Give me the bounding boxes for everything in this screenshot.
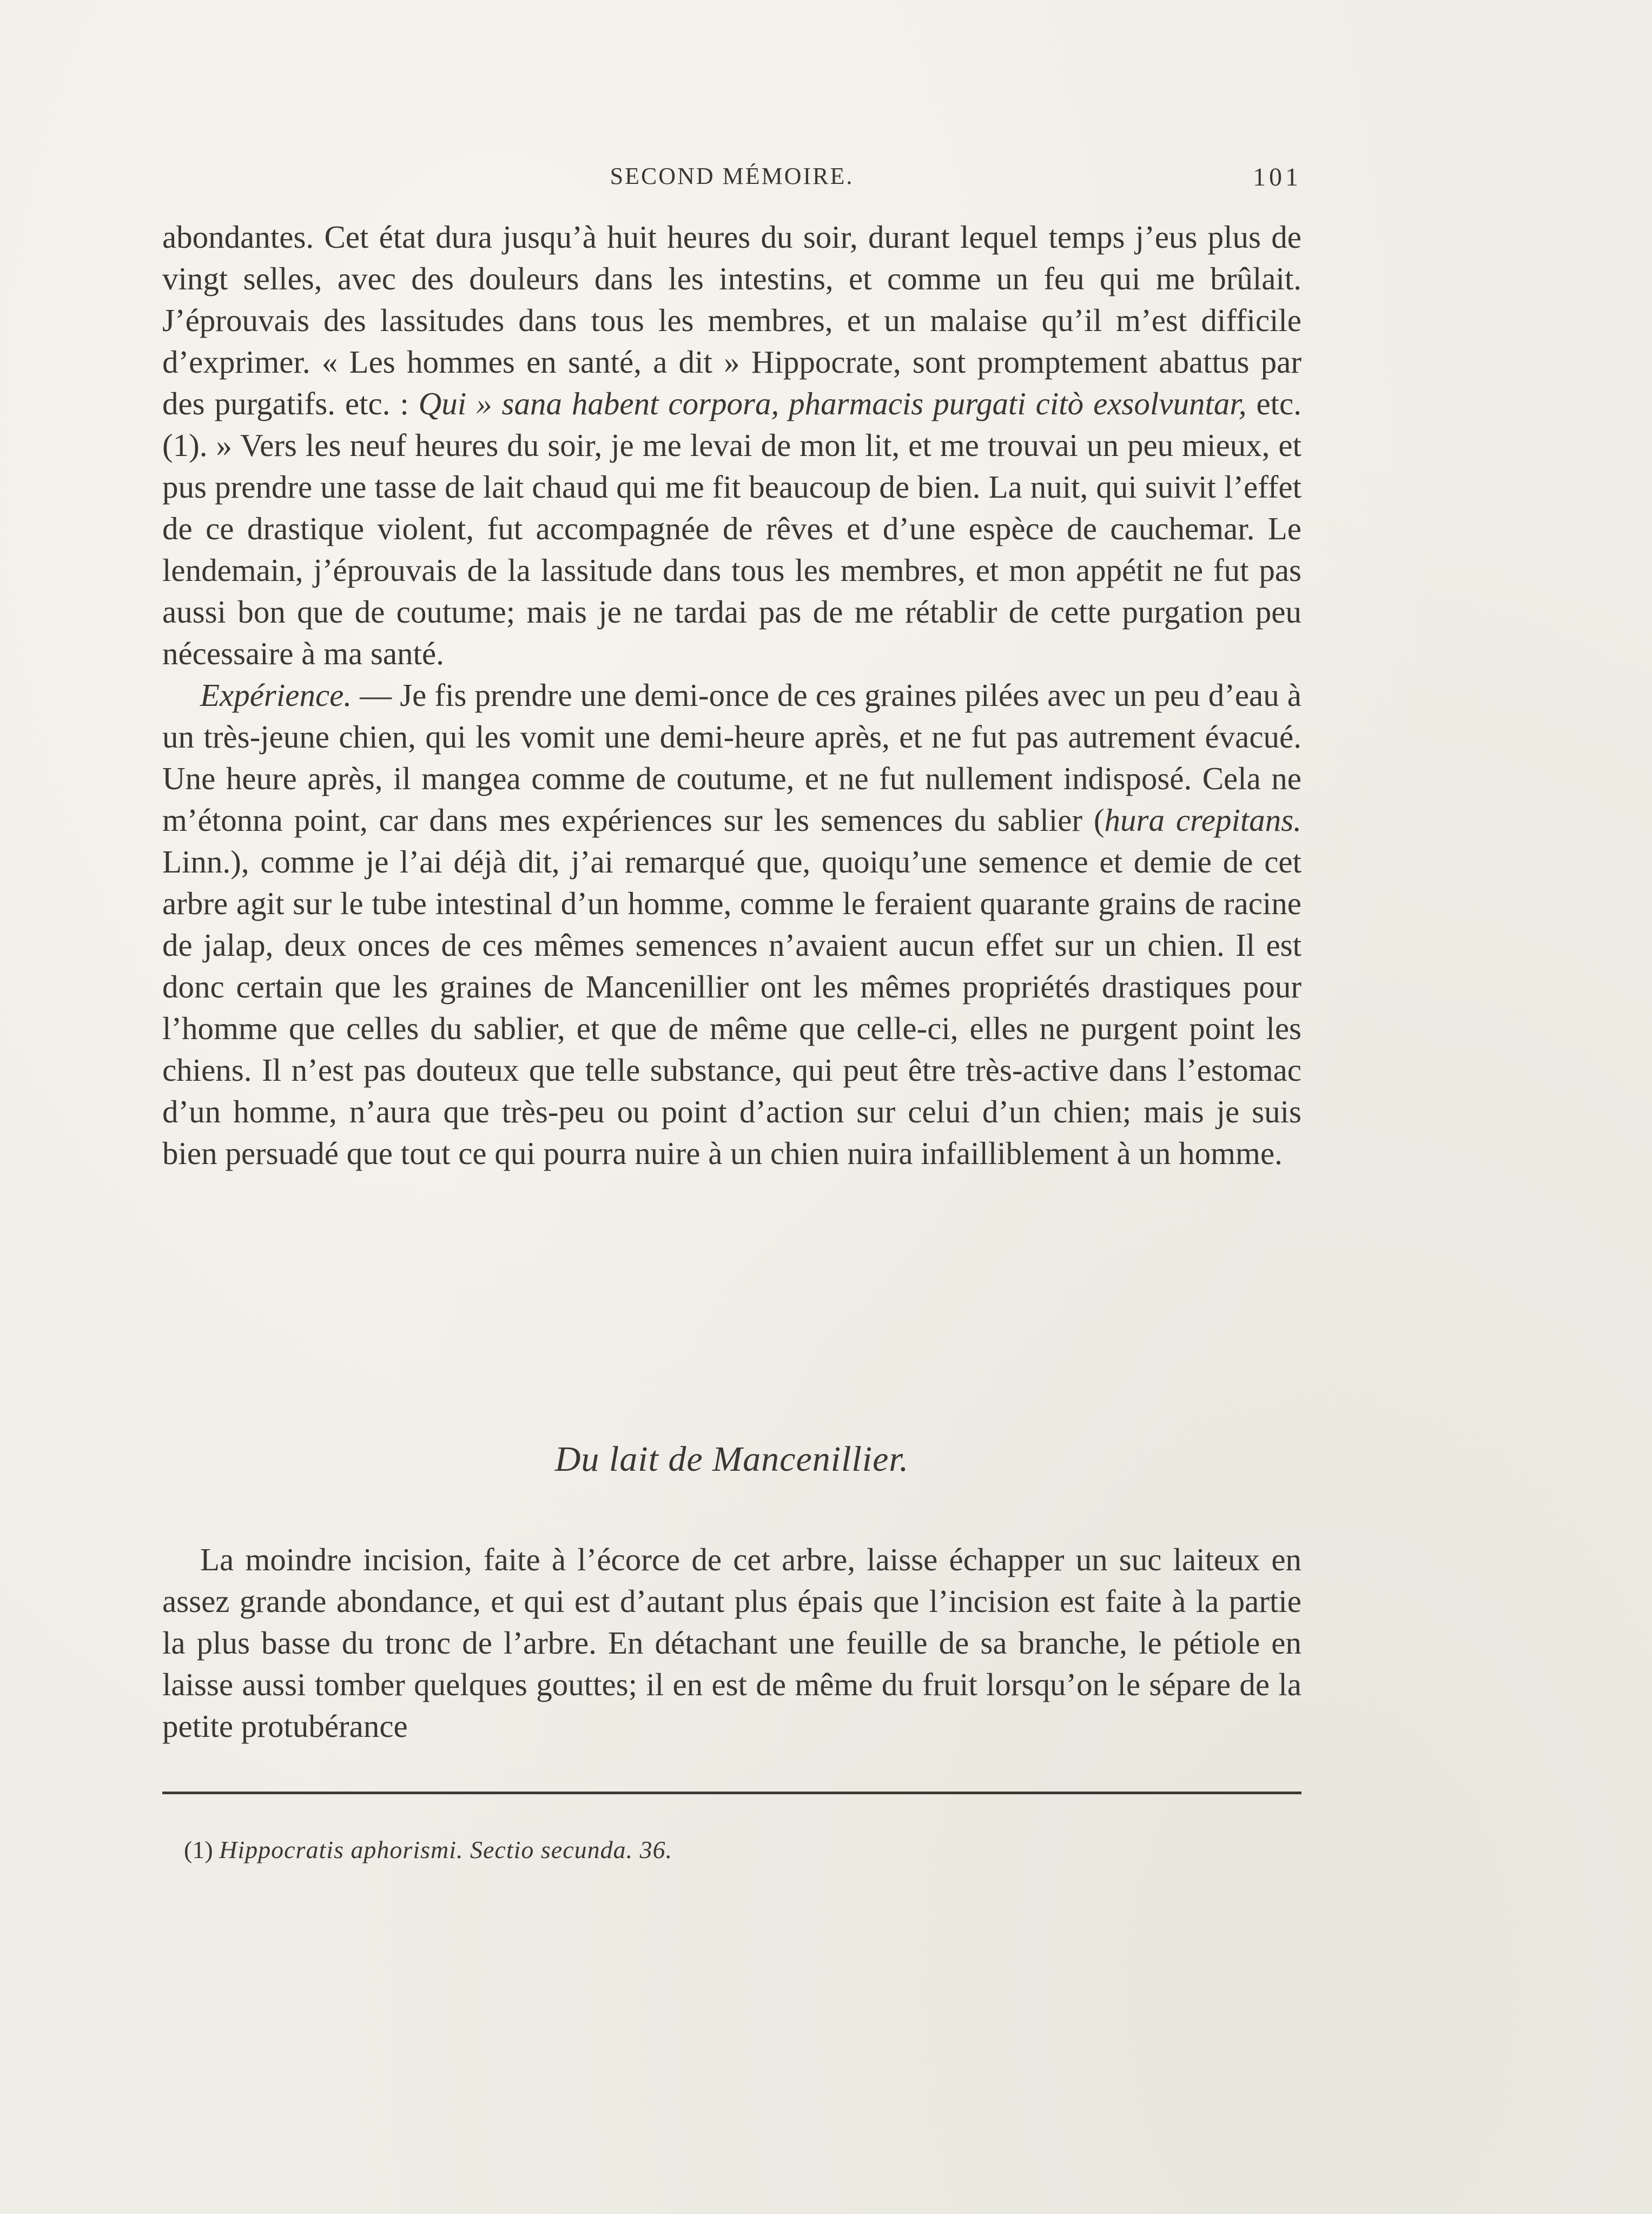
experience-label: Expérience. (200, 677, 352, 713)
experience-paragraph (162, 675, 1301, 1174)
paragraph-continuation-text: abondantes. Cet état dura jusqu’à huit heures du soir, durant lequel temps j’eus plus de vingt selles, avec des douleurs dans les intestins, et comme un feu qui me brûlait. J’éprouvais des lassitudes dans tous les membres, et un malaise qu’il m’est difficile d’exprimer. « Les hommes en santé, a dit » Hippocrate, sont promptement abattus par des purgatifs. etc. : (162, 219, 1301, 421)
experience-text-end: Linn.), comme je l’ai déjà dit, j’ai remarqué que, quoiqu’une semence et demie de cet arbre agit sur le tube intestinal d’un homme, comme le feraient quarante grains de racine de jalap, deux onces de ces mêmes semences n’avaient aucun effet sur un chien. Il est donc certain que les graines de Mancenillier ont les mêmes propriétés drastiques pour l’homme que celles du sablier, et que de même que celle-ci, elles ne purgent point les chiens. Il n’est pas douteux que telle substance, qui peut être très-active dans l’estomac d’un homme, n’aura que très-peu ou point d’action sur celui d’un chien; mais je suis bien persuadé que tout ce qui pourra nuire à un chien nuira infailliblement à un homme. (162, 844, 1301, 1171)
main-text-lower (162, 1539, 1301, 1747)
paragraph-continuation (162, 216, 1301, 675)
footnote (184, 1834, 1298, 1866)
footnote-text: Hippocratis aphorismi. Sectio secunda. 36. (219, 1836, 673, 1863)
main-text-upper (162, 216, 1301, 1174)
milk-paragraph: La moindre incision, faite à l’écorce de cet arbre, laisse échapper un suc laiteux en assez grande abondance, et qui est d’autant plus épais que l’incision est faite à la partie la plus basse du tronc de l’arbre. En détachant une feuille de sa branche, le pétiole en laisse aussi tomber quelques gouttes; il en est de même du fruit lorsqu’on le sépare de la petite protubérance (162, 1542, 1301, 1744)
paragraph-continuation-text-end: etc. (1). » Vers les neuf heures du soir, je me levai de mon lit, et me trouvai un peu mieux, et pus prendre une tasse de lait chaud qui me fit beaucoup de bien. La nuit, qui suivit l’effet de ce drastique violent, fut accompagnée de rêves et d’une espèce de cauchemar. Le lendemain, j’éprouvais de la lassitude dans tous les membres, et mon appétit ne fut pas aussi bon que de coutume; mais je ne tardai pas de me rétablir de cette purgation peu nécessaire à ma santé. (162, 386, 1301, 671)
species-name: hura crepitans. (1104, 802, 1301, 838)
running-title: SECOND MÉMOIRE. (610, 163, 854, 189)
footnote-rule (162, 1792, 1301, 1794)
running-head (162, 162, 1301, 200)
latin-quote: Qui » sana habent corpora, pharmacis purgati citò exsolvuntar, (418, 386, 1247, 421)
page-number: 101 (1253, 163, 1301, 191)
experience-text: — Je fis prendre une demi-once de ces graines pilées avec un peu d’eau à un très-jeune chien, qui les vomit une demi-heure après, et ne fut pas autrement évacué. Une heure après, il mangea comme de coutume, et ne fut nullement indisposé. Cela ne m’étonna point, car dans mes expériences sur les semences du sablier ( (162, 677, 1301, 838)
footnote-marker: (1) (184, 1836, 213, 1863)
section-heading: Du lait de Mancenillier. (554, 1439, 909, 1479)
